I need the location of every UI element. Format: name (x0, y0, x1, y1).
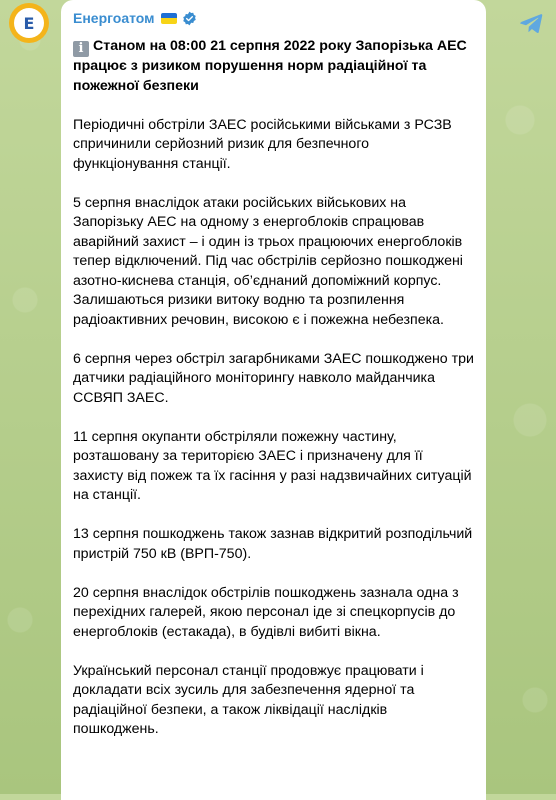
lead-text: Станом на 08:00 21 серпня 2022 року Запорізька АЕС працює з ризиком порушення норм радіаційної та пожежної безпеки (73, 38, 467, 94)
message-text (73, 37, 474, 740)
paragraph: 13 серпня пошкоджень також зазнав відкритий розподільчий пристрій 750 кВ (ВРП-750). (73, 526, 473, 562)
info-icon: i (73, 41, 89, 57)
paragraph: Український персонал станції продовжує працювати і докладати всіх зусиль для забезпечення ядерної та радіаційної безпеки, а також ліквідації наслідків пошкоджень. (73, 662, 424, 737)
avatar-logo: Е (14, 8, 44, 38)
verified-badge-icon (182, 11, 197, 26)
message-lead (73, 37, 474, 96)
channel-name[interactable]: Енергоатом (73, 10, 155, 26)
message-bubble (61, 0, 486, 800)
paragraph: 6 серпня через обстріл загарбниками ЗАЕС пошкоджено три датчики радіаційного моніторингу навколо майданчика ССВЯП ЗАЕС. (73, 350, 474, 406)
paragraph: Періодичні обстріли ЗАЕС російськими військами з РСЗВ спричинили серйозний ризик для безпечного функціонування станції. (73, 116, 452, 172)
ukraine-flag-icon (161, 13, 177, 24)
paragraph: 11 серпня окупанти обстріляли пожежну частину, розташовану за територією ЗАЕС і призначену для її захисту від пожеж та їх гасіння у разі надзвичайних ситуацій на станції. (73, 428, 472, 503)
paragraph: 5 серпня внаслідок атаки російських військових на Запорізьку АЕС на одному з енергоблоків спрацював аварійний захист – і один із трьох працюючих енергоблоків тепер відключений. Під час обстрілів серйозно пошкоджені азотно-киснева станція, об’єднаний допоміжний корпус. Залишаються ризики витоку водню та розпилення радіоактивних речовин, високою є і пожежна небезпека. (73, 194, 463, 328)
message-header (73, 8, 474, 28)
channel-avatar[interactable] (9, 3, 49, 43)
telegram-share-icon (519, 12, 543, 34)
share-button[interactable] (518, 10, 544, 36)
paragraph: 20 серпня внаслідок обстрілів пошкоджень зазнала одна з перехідних галерей, якою персонал іде зі спецкорпусів до енергоблоків (естакада), в будівлі вибиті вікна. (73, 584, 459, 640)
